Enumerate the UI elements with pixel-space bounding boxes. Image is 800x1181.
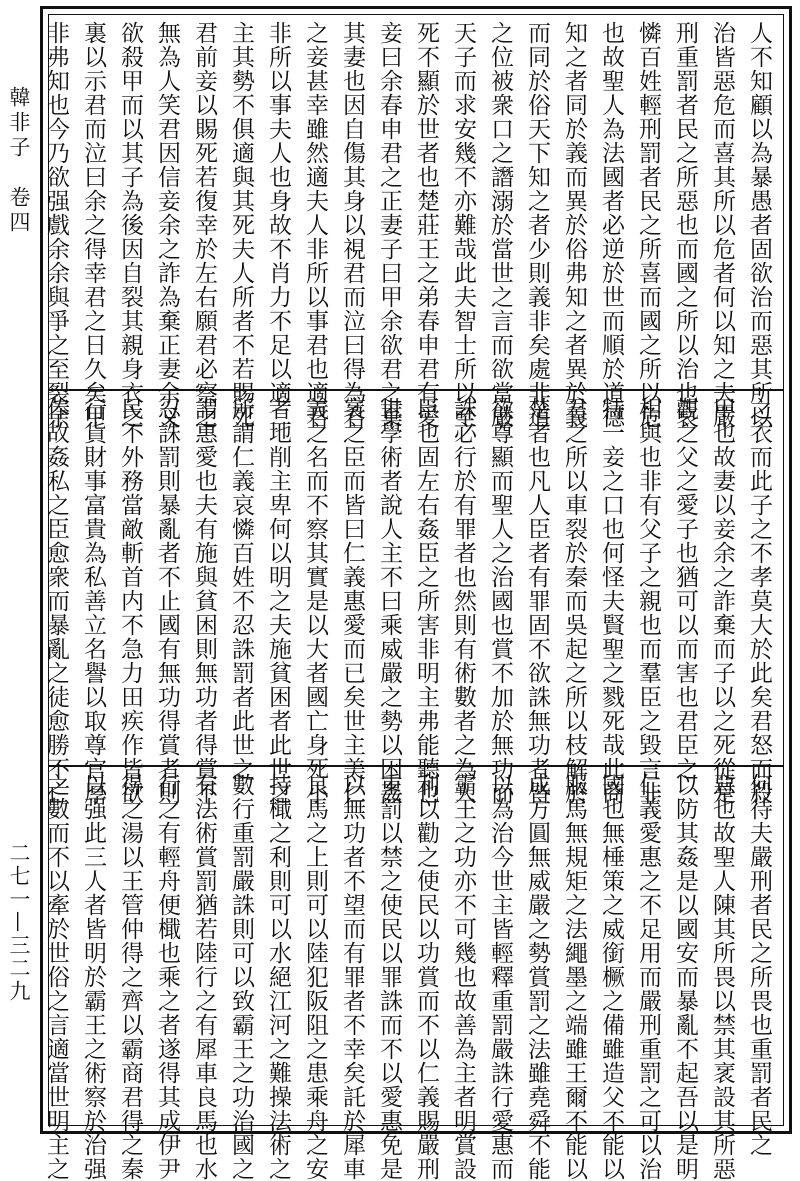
text-column: 相與也非有父子之親也而羣臣之毀言非 — [635, 397, 661, 805]
text-column: 得之湯以王管仲得之齊以霸商君得之秦 — [117, 773, 143, 1181]
text-column: 者地削主卑何以明之夫施貧困者此世之 — [265, 397, 291, 805]
text-column: 妾曰余春申君之正妻子曰甲余欲君之棄 — [376, 21, 402, 429]
text-column: 所謂仁義哀憐百姓不忍誅罰者此世之 — [228, 397, 254, 781]
text-column: 之位被衆口之譖溺於當世之言而欲當嚴 — [487, 21, 513, 429]
text-column: 利以勸之使民以功賞而不以仁義賜嚴刑 — [413, 773, 439, 1181]
text-column: 刑重罰者民之所惡也而國之所以治也哀 — [672, 21, 698, 429]
text-column: 人不知顧以為暴愚者固欲治而惡其所以 — [746, 21, 772, 429]
page-number-margin: 二七一—三二九 — [7, 842, 31, 1003]
page-frame — [40, 6, 792, 1181]
text-column: 行之有輕舟便檝也乘之者遂得其成伊尹 — [154, 773, 180, 1181]
text-column: 行貨財事富貴為私善立名譽以取尊官厚 — [80, 397, 106, 805]
text-column: 治皆惡危而喜其所以危者何以知之夫嚴 — [709, 21, 735, 429]
text-column: 霸王之功亦不可幾也故善為主者明賞設 — [450, 773, 476, 1181]
text-column: 之衣而此子之不孝莫大於此矣君怒而殺 — [746, 397, 772, 805]
text-column: 死不顯於世者也楚莊王之弟春申君有愛 — [413, 21, 439, 429]
text-column: 國也無棰策之威銜橛之備雖造父不能以 — [598, 773, 624, 1181]
text-column: 無為人笑君因信妾余之詐為棄正妻余又 — [154, 21, 180, 429]
text-column: 楚者也凡人臣者有罪固不欲誅無功者皆 — [524, 397, 550, 805]
text-column: 而同於俗天下知之者少則義非矣處非道 — [524, 21, 550, 429]
text-column: 以防其姦是以國安而暴亂不起吾以是明 — [672, 773, 698, 1181]
text-column: 天子而求安幾不亦難哉此夫智士所以至 — [450, 21, 476, 429]
text-column: 民不外務當敵斬首内不急力田疾作皆欲 — [117, 397, 143, 805]
text-column: 憐百姓輕刑罰者民之所喜而國之所以危 — [635, 21, 661, 429]
text-column: 惡也故聖人陳其所畏以禁其衺設其所惡 — [709, 773, 735, 1181]
text-column: 之數而不以牽於世俗之言適當世明主之 — [43, 773, 69, 1181]
text-column: 衺之臣而皆曰仁義惠愛而已矣世主美仁 — [339, 397, 365, 805]
text-column: 其妻也因自傷其身以視君而泣曰得為君 — [339, 21, 365, 429]
text-column: 仁義愛惠之不足用而嚴刑重罰之可以治 — [635, 773, 661, 1181]
text-column: 特一妾之口也何怪夫賢聖之戮死哉此商 — [598, 397, 624, 805]
book-title-margin: 韓非子 卷四 — [7, 86, 31, 236]
text-column: 主其勢不俱適與其死夫人所者不若賜死 — [228, 21, 254, 429]
text-column: 以為治今世主皆輕釋重罰嚴誅行愛惠而 — [487, 773, 513, 1181]
text-columns-middle — [43, 397, 777, 805]
text-column: 君之所以車裂於秦而吳起之所以枝解於 — [561, 397, 587, 805]
text-panel-top — [43, 15, 783, 429]
text-column: 持檝之利則可以水絕江河之難操法術之 — [265, 773, 291, 1181]
text-column: 觀之父之愛子也猶可以而害也君臣之 — [672, 397, 698, 781]
text-column: 服馬無規矩之法繩墨之端雖王爾不能以 — [561, 773, 587, 1181]
text-panel-bottom — [43, 767, 783, 1181]
text-column: 非弗知也今乃欲强戲余余與爭之至裂余 — [43, 21, 69, 429]
text-column: 忍誅罰則暴亂者不止國有無功得賞者則 — [154, 397, 180, 805]
text-column: 義之名而不察其實是以大者國亡身死小 — [302, 397, 328, 805]
text-column: 誅必行於有罪者也然則有術數者之為人 — [450, 397, 476, 805]
text-column: 欲殺甲而以其子為後因自裂其親身衣之 — [117, 21, 143, 429]
text-column: 謂惠愛也夫有施與貧困則無功者得賞不 — [191, 397, 217, 805]
text-columns-bottom — [43, 773, 777, 1181]
text-column: 之妾甚幸雖然適夫人非所以事君也適君 — [302, 21, 328, 429]
text-columns-top — [43, 21, 777, 429]
text-column: 欲尊顯而聖人之治國也賞不加於無功而 — [487, 397, 513, 805]
text-column: 世學術者說人主不曰乘威嚴之勢以困姦 — [376, 397, 402, 805]
text-column: 知之者同於義而異於俗弗知之者異於義 — [561, 21, 587, 429]
text-column: 甲也故妻以妾余之詐棄而子以之死從是 — [709, 397, 735, 805]
text-column: 有法術賞罰猶若陸行之有犀車良馬也水 — [191, 773, 217, 1181]
text-column: 以無功者不望而有罪者不幸矣託於犀車 — [339, 773, 365, 1181]
text-column: 成方圓無威嚴之勢賞罰之法雖堯舜不能 — [524, 773, 550, 1181]
text-column: 裏以示君而泣曰余之得幸君之日久矣甲 — [80, 21, 106, 429]
text-column: 重罰以禁之使民以罪誅而不以愛惠免是 — [376, 773, 402, 1181]
text-column: 臣也固左右姦臣之所害非明主弗能聽也 — [413, 397, 439, 805]
text-column: 良馬之上則可以陸犯阪阻之患乘舟之安 — [302, 773, 328, 1181]
text-column: 以强此三人者皆明於霸王之術察於治强 — [80, 773, 106, 1181]
text-column: 俸故姦私之臣愈衆而暴亂之徒愈勝不亡 — [43, 397, 69, 805]
page-frame-inner — [43, 14, 784, 1181]
text-column: 何待夫嚴刑者民之所畏也重罰者民之 — [746, 773, 772, 1157]
text-column: 君前妾以賜死若復幸於左右願君必察之 — [191, 21, 217, 429]
text-column: 也故聖人為法國者必逆於世而順於道德 — [598, 21, 624, 429]
text-panel-middle — [43, 391, 783, 805]
text-column: 數行重罰嚴誅則可以致霸王之功治國之 — [228, 773, 254, 1181]
text-column: 非所以事夫人也身故不肖力不足以適二 — [265, 21, 291, 429]
